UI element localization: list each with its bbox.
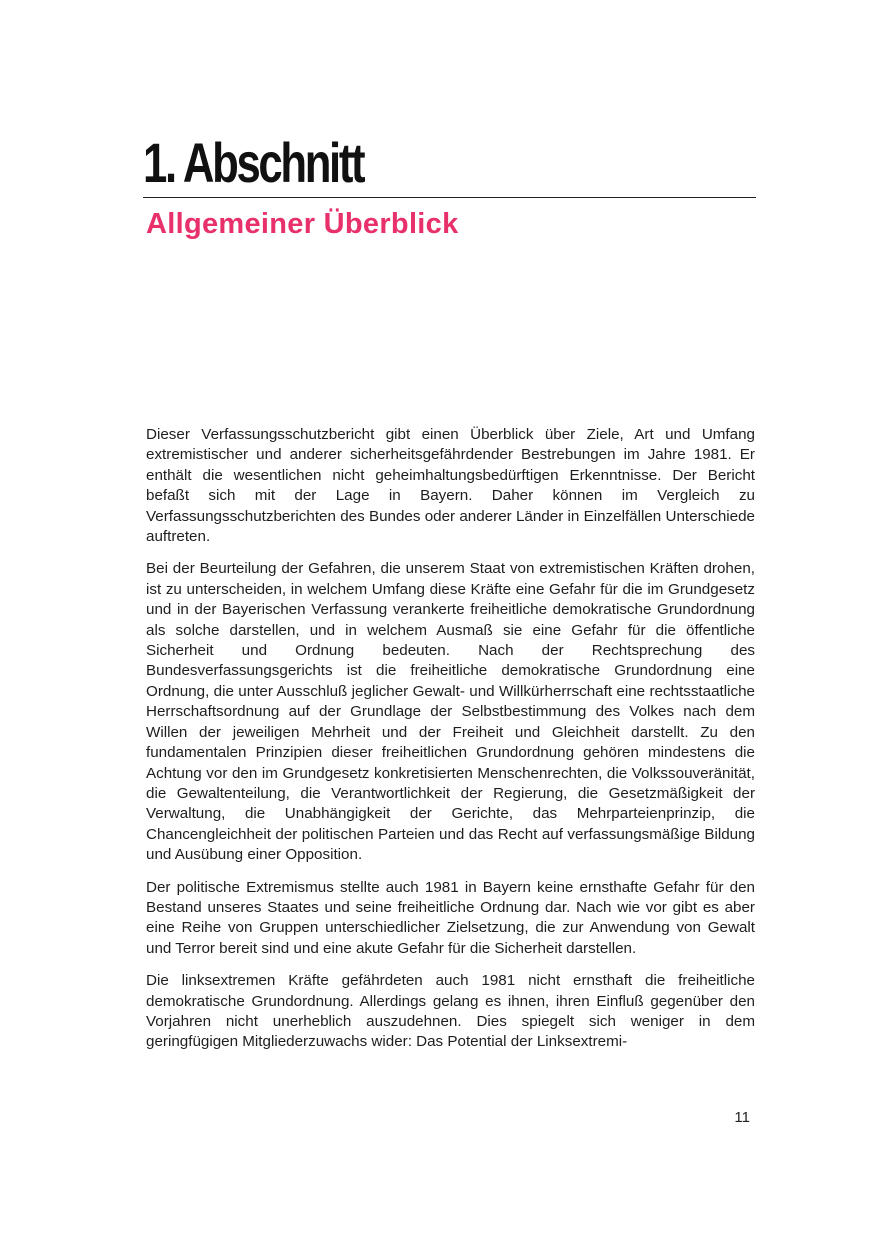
paragraph-political-extremism: Der politische Extremismus stellte auch 1981 in Bayern keine ernsthafte Gefahr für den Bestand unseres Staates und seine freiheitliche Ordnung dar. Nach wie vor gibt es aber eine Reihe von Gruppen unterschiedlicher Zielsetzung, die zur Anwendung von Gewalt und Terror bereit sind und eine akute Gefahr für die Sicherheit darstellen. (146, 878, 755, 957)
paragraph-intro: Dieser Verfassungsschutzbericht gibt einen Überblick über Ziele, Art und Umfang extremistischer und anderer sicherheitsgefährdender Bestrebungen im Jahre 1981. Er enthält die wesentlichen nicht geheimhaltungsbedürftigen Erkenntnisse. Der Bericht befaßt sich mit der Lage in Bayern. Daher können im Vergleich zu Verfassungsschutzberichten des Bundes oder anderer Länder in Einzelfällen Unterschiede auftreten. (146, 426, 755, 546)
chapter-title: 1. Abschnitt (143, 131, 364, 194)
section-title: Allgemeiner Überblick (146, 208, 459, 240)
paragraph-left-extremism: Die linksextremen Kräfte gefährdeten auch 1981 nicht ernsthaft die freiheitliche demokratische Grundordnung. Allerdings gelang es ihnen, ihren Einfluß gegenüber den Vorjahren nicht unerheblich auszudehnen. Dies spiegelt sich weniger in dem geringfügigen Mitgliederzuwachs wider: Das Potential der Linksextremi- (146, 972, 755, 1051)
body-text (146, 425, 755, 1065)
title-divider (143, 197, 756, 198)
page-number: 11 (734, 1109, 750, 1126)
paragraph-assessment: Bei der Beurteilung der Gefahren, die unserem Staat von extremistischen Kräften drohen, ist zu unterscheiden, in welchem Umfang diese Kräfte eine Gefahr für die im Grundgesetz und in der Bayerischen Verfassung verankerte freiheitliche demokratische Grundordnung als solche darstellen, und in welchem Ausmaß sie eine Gefahr für die öffentliche Sicherheit und Ordnung bedeuten. Nach der Rechtsprechung des Bundesverfassungsgerichts ist die freiheitliche demokratische Grundordnung eine Ordnung, die unter Ausschluß jeglicher Gewalt- und Willkürherrschaft eine rechtsstaatliche Herrschaftsordnung auf der Grundlage der Selbstbestimmung des Volkes nach dem Willen der jeweiligen Mehrheit und der Freiheit und Gleichheit darstellt. Zu den fundamentalen Prinzipien dieser freiheitlichen Grundordnung gehören mindestens die Achtung vor den im Grundgesetz konkretisierten Menschenrechten, die Volkssouveränität, die Gewaltenteilung, die Verantwortlichkeit der Regierung, die Gesetzmäßigkeit der Verwaltung, die Unabhängigkeit der Gerichte, das Mehrparteienprinzip, die Chancengleichheit der politischen Parteien und das Recht auf verfassungsmäßige Bildung und Ausübung einer Opposition. (146, 560, 755, 864)
